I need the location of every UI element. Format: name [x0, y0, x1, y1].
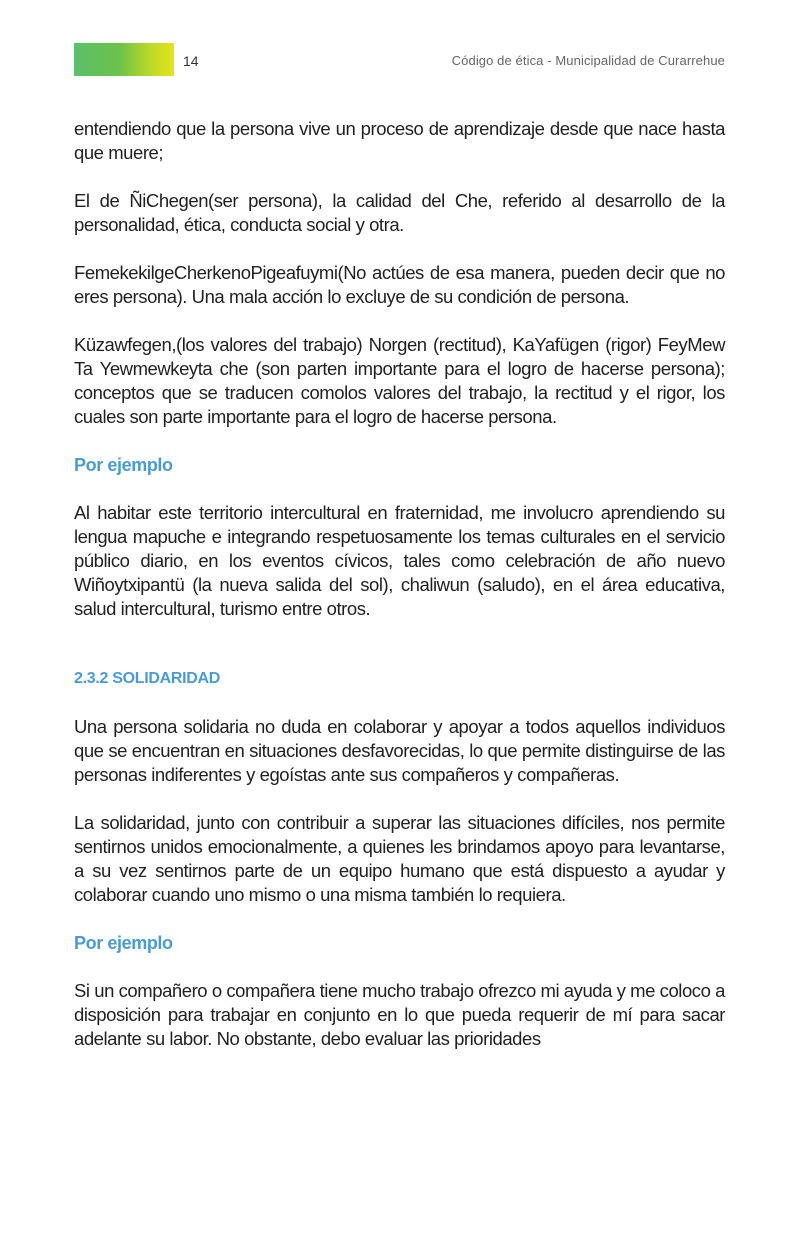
page-body	[74, 117, 725, 1075]
example-heading: Por ejemplo	[74, 933, 173, 953]
paragraph: Küzawfegen,(los valores del trabajo) Norgen (rectitud), KaYafügen (rigor) FeyMew Ta Yewmewkeyta che (son parten importante para el logro de hacerse persona); conceptos que se traducen comolos valores del trabajo, la rectitud y el rigor, los cuales son parte importante para el logro de hacerse persona.	[74, 334, 725, 427]
example-heading: Por ejemplo	[74, 455, 173, 475]
header-accent-bar	[74, 43, 174, 76]
paragraph: entendiendo que la persona vive un proceso de aprendizaje desde que nace hasta que muere;	[74, 118, 725, 163]
paragraph: La solidaridad, junto con contribuir a superar las situaciones difíciles, nos permite sentirnos unidos emocionalmente, a quienes les brindamos apoyo para levantarse, a su vez sentirnos parte de un equipo humano que está dispuesto a ayudar y colaborar cuando uno mismo o una misma también lo requiera.	[74, 812, 725, 905]
paragraph: El de ÑiChegen(ser persona), la calidad del Che, referido al desarrollo de la personalidad, ética, conducta social y otra.	[74, 190, 725, 235]
section-heading: 2.3.2 SOLIDARIDAD	[74, 670, 221, 687]
paragraph: Al habitar este territorio intercultural en fraternidad, me involucro aprendiendo su lengua mapuche e integrando respetuosamente los temas culturales en el servicio público diario, en los eventos cívicos, tales como celebración de año nuevo Wiñoytxipantü (la nueva salida del sol), chaliwun (saludo), en el área educativa, salud intercultural, turismo entre otros.	[74, 502, 725, 619]
running-title: Código de ética - Municipalidad de Curarrehue	[451, 53, 725, 68]
paragraph: FemekekilgeCherkenoPigeafuymi(No actúes de esa manera, pueden decir que no eres persona). Una mala acción lo excluye de su condición de persona.	[74, 262, 725, 307]
paragraph: Si un compañero o compañera tiene mucho trabajo ofrezco mi ayuda y me coloco a disposición para trabajar en conjunto en lo que pueda requerir de mí para sacar adelante su labor. No obstante, debo evaluar las prioridades	[74, 980, 725, 1049]
page-number: 14	[183, 53, 199, 69]
paragraph: Una persona solidaria no duda en colaborar y apoyar a todos aquellos individuos que se encuentran en situaciones desfavorecidas, lo que permite distinguirse de las personas indiferentes y egoístas ante sus compañeros y compañeras.	[74, 716, 725, 785]
